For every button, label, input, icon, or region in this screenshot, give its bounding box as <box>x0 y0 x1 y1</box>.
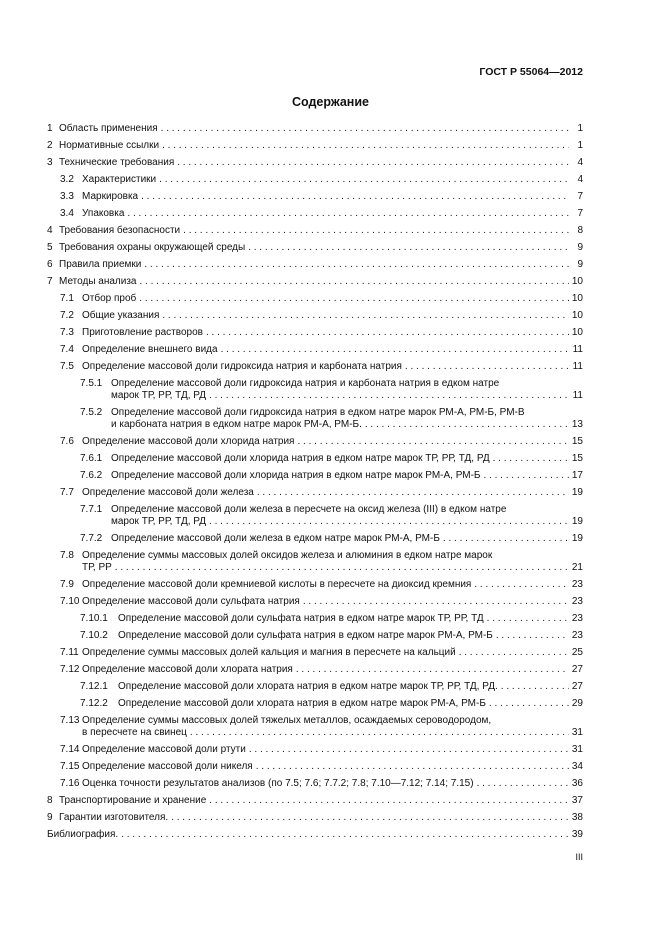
toc-entry-page: 10 <box>571 327 583 338</box>
toc-dot-leader <box>206 795 569 807</box>
toc-entry <box>47 157 583 169</box>
toc-dot-leader <box>206 516 569 528</box>
toc-entry-title: Упаковка <box>82 208 125 219</box>
toc-dot-leader <box>138 191 569 203</box>
toc-entry <box>47 140 583 152</box>
toc-entry-number: 7.1 <box>60 293 74 304</box>
toc-dot-leader <box>471 579 569 591</box>
toc-entry-title: Маркировка <box>82 191 139 202</box>
standard-number: ГОСТ Р 55064—2012 <box>479 66 583 78</box>
toc-dot-leader <box>168 812 569 824</box>
toc-entry-page: 9 <box>577 259 583 270</box>
toc-entry <box>47 681 583 693</box>
toc-entry-title: Область применения <box>59 123 158 134</box>
toc-entry-number: 3.4 <box>60 208 74 219</box>
toc-entry <box>47 812 583 824</box>
toc-entry <box>47 715 583 739</box>
toc-entry-title: Определение массовой доли сульфата натрия <box>82 596 300 607</box>
toc-entry <box>47 487 583 499</box>
toc-entry-number: 7.3 <box>60 327 74 338</box>
toc-entry-number: 7.10.1 <box>80 613 108 624</box>
toc-entry <box>47 550 583 574</box>
toc-entry-title: Определение суммы массовых долей оксидов железа и алюминия в едком натре марок <box>82 550 493 561</box>
toc-entry-number: 7.5.1 <box>80 378 103 389</box>
toc-entry-title-continued: в пересчете на свинец <box>82 727 187 738</box>
toc-dot-leader <box>481 470 570 482</box>
toc-entry-number: 8 <box>47 795 53 806</box>
toc-entry-number: 7.5.2 <box>80 407 103 418</box>
toc-entry <box>47 276 583 288</box>
toc-dot-leader <box>486 698 569 710</box>
toc-entry-number: 3.3 <box>60 191 74 202</box>
toc-entry-page: 39 <box>571 829 583 840</box>
toc-entry-page: 29 <box>571 698 583 709</box>
toc-entry-number: 6 <box>47 259 53 270</box>
toc-entry-page: 11 <box>572 344 583 355</box>
toc-dot-leader <box>159 140 569 152</box>
toc-dot-leader <box>300 596 569 608</box>
toc-entry-page: 23 <box>571 630 583 641</box>
toc-entry-number: 7.2 <box>60 310 74 321</box>
toc-entry-number: 1 <box>47 123 53 134</box>
toc-entry <box>47 470 583 482</box>
toc-entry-number: 7.6 <box>60 436 74 447</box>
toc-entry-number: 4 <box>47 225 53 236</box>
toc-entry-page: 34 <box>571 761 583 772</box>
toc-entry-number: 7.5 <box>60 361 74 372</box>
toc-dot-leader <box>159 310 569 322</box>
toc-entry-page: 10 <box>571 276 583 287</box>
toc-entry <box>47 761 583 773</box>
toc-entry-number: 7.15 <box>60 761 80 772</box>
toc-entry-page: 38 <box>571 812 583 823</box>
toc-dot-leader <box>362 419 569 431</box>
toc-entry-page: 10 <box>571 293 583 304</box>
toc-entry <box>47 327 583 339</box>
toc-entry-number: 7.4 <box>60 344 74 355</box>
toc-entry-number: 3 <box>47 157 53 168</box>
toc-entry-title: Определение массовой доли гидроксида натрия в едком натре марок РМ-А, РМ-Б, РМ-В <box>111 407 525 418</box>
toc-dot-leader <box>474 778 569 790</box>
toc-dot-leader <box>253 761 569 773</box>
toc-entry-title: Определение массовой доли хлората натрия в едком натре марок РМ-А, РМ-Б <box>118 698 486 709</box>
toc-entry-page: 25 <box>571 647 583 658</box>
toc-entry-number: 3.2 <box>60 174 74 185</box>
toc-entry-title: Определение массовой доли хлората натрия в едком натре марок ТР, РР, ТД, РД. <box>118 681 498 692</box>
toc-entry <box>47 698 583 710</box>
toc-dot-leader <box>293 664 569 676</box>
toc-entry-title: Определение массовой доли сульфата натрия в едком натре марок РМ-А, РМ-Б <box>118 630 493 641</box>
toc-dot-leader <box>112 562 569 574</box>
toc-entry <box>47 533 583 545</box>
toc-entry-page: 9 <box>577 242 583 253</box>
toc-dot-leader <box>254 487 569 499</box>
toc-entry-title: Методы анализа <box>59 276 137 287</box>
toc-entry <box>47 579 583 591</box>
toc-entry-number: 7.16 <box>60 778 80 789</box>
toc-dot-leader <box>141 259 569 271</box>
toc-entry-title: Определение массовой доли сульфата натрия в едком натре марок ТР, РР, ТД <box>118 613 484 624</box>
toc-entry <box>47 344 583 356</box>
toc-entry-page: 23 <box>571 579 583 590</box>
toc-entry <box>47 664 583 676</box>
toc-entry-title: Определение массовой доли ртути <box>82 744 246 755</box>
toc-dot-leader <box>456 647 569 659</box>
toc-dot-leader <box>498 681 569 693</box>
toc-entry <box>47 361 583 373</box>
toc-dot-leader <box>156 174 569 186</box>
toc-entry-number: 7.9 <box>60 579 74 590</box>
toc-entry-number: 7.6.1 <box>80 453 103 464</box>
toc-entry <box>47 259 583 271</box>
toc-entry-title: Определение массовой доли гидроксида натрия и карбоната натрия <box>82 361 402 372</box>
toc-entry-page: 23 <box>571 596 583 607</box>
toc-entry <box>47 123 583 135</box>
toc-entry-title: Оценка точности результатов анализов (по 7.5; 7.6; 7.7.2; 7.8; 7.10—7.12; 7.14; 7.15) <box>82 778 474 789</box>
toc-entry-title: Определение массовой доли хлорида натрия <box>82 436 295 447</box>
toc-entry <box>47 378 583 402</box>
toc-entry-page: 13 <box>571 419 583 430</box>
toc-entry-title-continued: ТР, РР <box>82 562 112 573</box>
toc-entry <box>47 225 583 237</box>
toc-entry-page: 31 <box>571 744 583 755</box>
toc-entry-title: Определение массовой доли кремниевой кислоты в пересчете на диоксид кремния <box>82 579 472 590</box>
toc-entry-title: Определение суммы массовых долей кальция и магния в пересчете на кальций <box>82 647 456 658</box>
toc-entry-page: 19 <box>571 516 583 527</box>
toc-entry-title: Определение суммы массовых долей тяжелых металлов, осаждаемых сероводородом, <box>82 715 492 726</box>
toc-entry-title: Определение массовой доли хлорида натрия в едком натре марок ТР, РР, ТД, РД <box>111 453 490 464</box>
toc-entry-title: Определение массовой доли хлорида натрия в едком натре марок РМ-А, РМ-Б <box>111 470 481 481</box>
toc-entry-page: 19 <box>571 487 583 498</box>
toc-entry-title: Транспортирование и хранение <box>59 795 207 806</box>
toc-entry-number: 7.6.2 <box>80 470 103 481</box>
page-title: Содержание <box>291 95 369 109</box>
toc-entry-title: Требования безопасности <box>59 225 181 236</box>
toc-entry <box>47 744 583 756</box>
toc-entry-title-continued: и карбоната натрия в едком натре марок РМ-А, РМ-Б. <box>111 419 362 430</box>
toc-entry-page: 4 <box>577 157 583 168</box>
toc-entry-page: 11 <box>572 361 583 372</box>
toc-entry-page: 27 <box>571 664 583 675</box>
toc-entry-page: 8 <box>577 225 583 236</box>
toc-entry-number: 7.7.2 <box>80 533 103 544</box>
toc-entry-page: 23 <box>571 613 583 624</box>
toc-entry-number: 7.10.2 <box>80 630 108 641</box>
toc-entry-number: 7.7 <box>60 487 74 498</box>
toc-entry-number: 9 <box>47 812 53 823</box>
toc-entry-title: Требования охраны окружающей среды <box>59 242 246 253</box>
toc-dot-leader <box>218 344 569 356</box>
toc-entry-title: Отбор проб <box>82 293 137 304</box>
toc-entry-number: 7.14 <box>60 744 80 755</box>
toc-entry-number: 7.12.2 <box>80 698 108 709</box>
toc-dot-leader <box>402 361 569 373</box>
toc-entry-title-continued: марок ТР, РР, ТД, РД <box>111 516 207 527</box>
toc-dot-leader <box>294 436 569 448</box>
toc-dot-leader <box>493 630 569 642</box>
table-of-contents <box>47 123 583 846</box>
toc-entry-page: 19 <box>571 533 583 544</box>
toc-entry <box>47 504 583 528</box>
toc-dot-leader <box>440 533 569 545</box>
toc-entry-title: Общие указания <box>82 310 160 321</box>
toc-entry-number: 2 <box>47 140 53 151</box>
toc-entry-page: 15 <box>571 453 583 464</box>
toc-entry-page: 11 <box>572 390 583 401</box>
toc-entry-number: 7.11 <box>60 647 79 658</box>
toc-entry-title: Определение массовой доли хлората натрия <box>82 664 293 675</box>
toc-entry-page: 37 <box>571 795 583 806</box>
toc-entry-title: Технические требования <box>59 157 175 168</box>
toc-dot-leader <box>158 123 569 135</box>
toc-dot-leader <box>174 157 569 169</box>
toc-entry <box>47 436 583 448</box>
toc-dot-leader <box>203 327 569 339</box>
toc-entry-title: Определение массовой доли гидроксида натрия и карбоната натрия в едком натре <box>111 378 500 389</box>
toc-entry-number: 5 <box>47 242 53 253</box>
toc-entry <box>47 795 583 807</box>
toc-dot-leader <box>206 390 569 402</box>
toc-entry-page: 15 <box>571 436 583 447</box>
toc-entry <box>47 596 583 608</box>
toc-entry <box>47 293 583 305</box>
toc-entry-title: Определение массовой доли железа в пересчете на оксид железа (III) в едком натре <box>111 504 507 515</box>
toc-entry-title: Библиография. <box>47 829 119 840</box>
toc-entry <box>47 630 583 642</box>
toc-entry-title: Определение массовой доли железа в едком натре марок РМ-А, РМ-Б <box>111 533 440 544</box>
toc-entry-title: Правила приемки <box>59 259 142 270</box>
toc-entry-number: 7.12 <box>60 664 80 675</box>
toc-entry-title: Определение массовой доли никеля <box>82 761 253 772</box>
toc-dot-leader <box>118 829 569 841</box>
toc-entry-number: 7.13 <box>60 715 80 726</box>
toc-entry <box>47 174 583 186</box>
toc-entry-page: 1 <box>577 140 583 151</box>
toc-entry <box>47 647 583 659</box>
toc-dot-leader <box>484 613 569 625</box>
toc-entry-number: 7.7.1 <box>80 504 103 515</box>
toc-dot-leader <box>246 744 569 756</box>
toc-entry-page: 4 <box>577 174 583 185</box>
toc-entry <box>47 208 583 220</box>
toc-dot-leader <box>137 276 570 288</box>
toc-entry <box>47 242 583 254</box>
toc-entry-title: Определение массовой доли железа <box>82 487 254 498</box>
toc-entry-page: 10 <box>571 310 583 321</box>
toc-entry-number: 7.10 <box>60 596 80 607</box>
toc-entry-number: 7.12.1 <box>80 681 108 692</box>
toc-entry-title: Нормативные ссылки <box>59 140 160 151</box>
toc-dot-leader <box>245 242 569 254</box>
toc-entry-number: 7 <box>47 276 53 287</box>
toc-entry-page: 7 <box>577 208 583 219</box>
toc-entry-number: 7.8 <box>60 550 74 561</box>
toc-dot-leader <box>136 293 569 305</box>
toc-entry-page: 7 <box>577 191 583 202</box>
toc-entry-page: 31 <box>571 727 583 738</box>
toc-entry-page: 36 <box>571 778 583 789</box>
toc-entry-title: Определение внешнего вида <box>82 344 218 355</box>
toc-entry <box>47 829 583 841</box>
toc-entry-page: 17 <box>571 470 583 481</box>
toc-dot-leader <box>490 453 569 465</box>
toc-dot-leader <box>124 208 569 220</box>
toc-entry-title: Характеристики <box>82 174 157 185</box>
toc-entry-page: 21 <box>571 562 583 573</box>
toc-entry <box>47 453 583 465</box>
toc-entry <box>47 613 583 625</box>
toc-entry-title-continued: марок ТР, РР, ТД, РД <box>111 390 207 401</box>
toc-entry <box>47 310 583 322</box>
toc-entry-page: 27 <box>571 681 583 692</box>
page-number: III <box>575 852 583 862</box>
toc-entry <box>47 778 583 790</box>
toc-entry <box>47 191 583 203</box>
toc-entry-title: Приготовление растворов <box>82 327 203 338</box>
toc-dot-leader <box>187 727 569 739</box>
toc-entry-page: 1 <box>577 123 583 134</box>
toc-dot-leader <box>180 225 569 237</box>
toc-entry-title: Гарантии изготовителя. <box>59 812 169 823</box>
toc-entry <box>47 407 583 431</box>
